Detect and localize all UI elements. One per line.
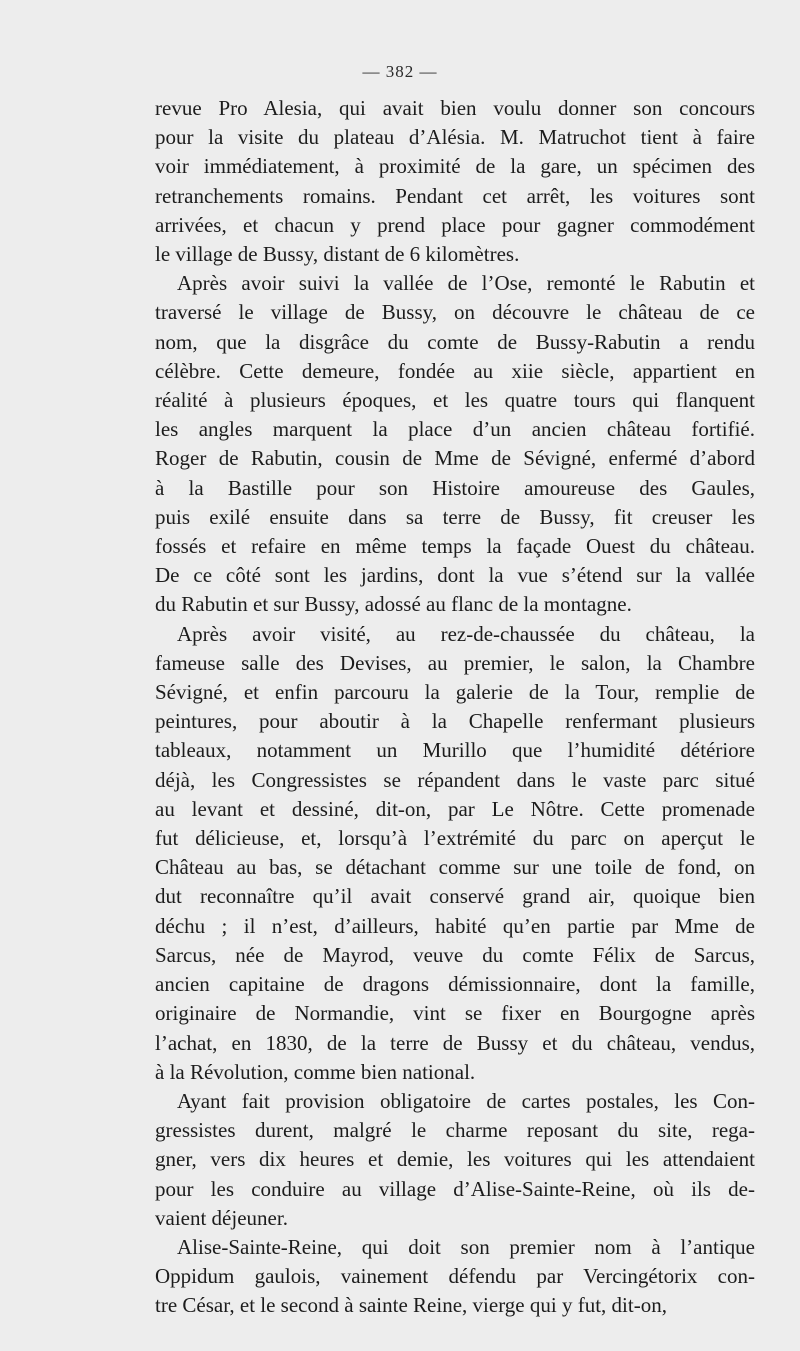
text-line: le village de Bussy, distant de 6 kilomètres. <box>155 242 520 267</box>
text-line: célèbre. Cette demeure, fondée au xiie siècle, appartient en <box>155 358 755 383</box>
text-line: réalité à plusieurs époques, et les quatre tours qui flanquent <box>155 388 755 413</box>
text-line: gressistes durent, malgré le charme reposant du site, rega- <box>155 1118 755 1143</box>
text-line: revue Pro Alesia, qui avait bien voulu donner son concours <box>155 96 755 120</box>
text-line: tableaux, notamment un Murillo que l’humidité détériore <box>155 738 755 763</box>
text-line: Château au bas, se détachant comme sur une toile de fond, on <box>155 855 755 880</box>
text-line: les angles marquent la place d’un ancien château fortifié. <box>155 417 755 442</box>
text-line: pour les conduire au village d’Alise-Sainte-Reine, où ils de- <box>155 1176 755 1201</box>
text-line: Sévigné, et enfin parcouru la galerie de la Tour, remplie de <box>155 680 755 705</box>
text-line: Roger de Rabutin, cousin de Mme de Sévigné, enfermé d’abord <box>155 446 755 471</box>
text-line: dut reconnaître qu’il avait conservé grand air, quoique bien <box>155 884 755 909</box>
text-line: retranchements romains. Pendant cet arrêt, les voitures sont <box>155 183 755 208</box>
text-line: l’achat, en 1830, de la terre de Bussy et du château, vendus, <box>155 1030 755 1055</box>
text-line: puis exilé ensuite dans sa terre de Bussy, fit creuser les <box>155 504 755 529</box>
paragraph <box>133 620 755 1087</box>
text-line: fut délicieuse, et, lorsqu’à l’extrémité du parc on aperçut le <box>155 826 755 851</box>
text-line: voir immédiatement, à proximité de la gare, un spécimen des <box>155 154 755 179</box>
text-line: Ayant fait provision obligatoire de cartes postales, les Con- <box>177 1088 755 1113</box>
paragraph <box>133 94 755 269</box>
page-number: — 382 — <box>362 62 438 81</box>
text-line: Oppidum gaulois, vainement défendu par Vercingétorix con- <box>155 1264 755 1289</box>
text-line: ancien capitaine de dragons démissionnaire, dont la famille, <box>155 972 755 997</box>
text-line: à la Révolution, comme bien national. <box>155 1059 476 1084</box>
body-text <box>133 94 755 1321</box>
text-line: fameuse salle des Devises, au premier, le salon, la Chambre <box>155 650 755 675</box>
text-line: Après avoir suivi la vallée de l’Ose, remonté le Rabutin et <box>177 271 755 296</box>
text-line: vaient déjeuner. <box>155 1205 288 1230</box>
text-line: traversé le village de Bussy, on découvre le château de ce <box>155 300 755 325</box>
text-line: tre César, et le second à sainte Reine, vierge qui y fut, dit-on, <box>155 1293 667 1318</box>
text-line: Sarcus, née de Mayrod, veuve du comte Félix de Sarcus, <box>155 942 755 967</box>
text-line: nom, que la disgrâce du comte de Bussy-Rabutin a rendu <box>155 329 755 354</box>
text-line: arrivées, et chacun y prend place pour gagner commodément <box>155 212 755 237</box>
text-line: déjà, les Congressistes se répandent dans le vaste parc situé <box>155 767 755 792</box>
text-line: Alise-Sainte-Reine, qui doit son premier nom à l’antique <box>177 1234 755 1259</box>
paragraph <box>133 1087 755 1233</box>
text-line: De ce côté sont les jardins, dont la vue s’étend sur la vallée <box>155 563 755 588</box>
text-line: du Rabutin et sur Bussy, adossé au flanc de la montagne. <box>155 592 632 617</box>
text-line: déchu ; il n’est, d’ailleurs, habité qu’en partie par Mme de <box>155 913 755 938</box>
paragraph <box>133 1233 755 1321</box>
text-line: gner, vers dix heures et demie, les voitures qui les attendaient <box>155 1147 755 1172</box>
text-line: peintures, pour aboutir à la Chapelle renfermant plusieurs <box>155 709 755 734</box>
text-line: au levant et dessiné, dit-on, par Le Nôtre. Cette promenade <box>155 796 755 821</box>
text-line: fossés et refaire en même temps la façade Ouest du château. <box>155 534 755 559</box>
text-line: Après avoir visité, au rez-de-chaussée du château, la <box>177 621 755 646</box>
text-line: à la Bastille pour son Histoire amoureuse des Gaules, <box>155 475 755 500</box>
text-line: originaire de Normandie, vint se fixer en Bourgogne après <box>155 1001 755 1026</box>
paragraph <box>133 269 755 619</box>
text-line: pour la visite du plateau d’Alésia. M. Matruchot tient à faire <box>155 125 755 150</box>
